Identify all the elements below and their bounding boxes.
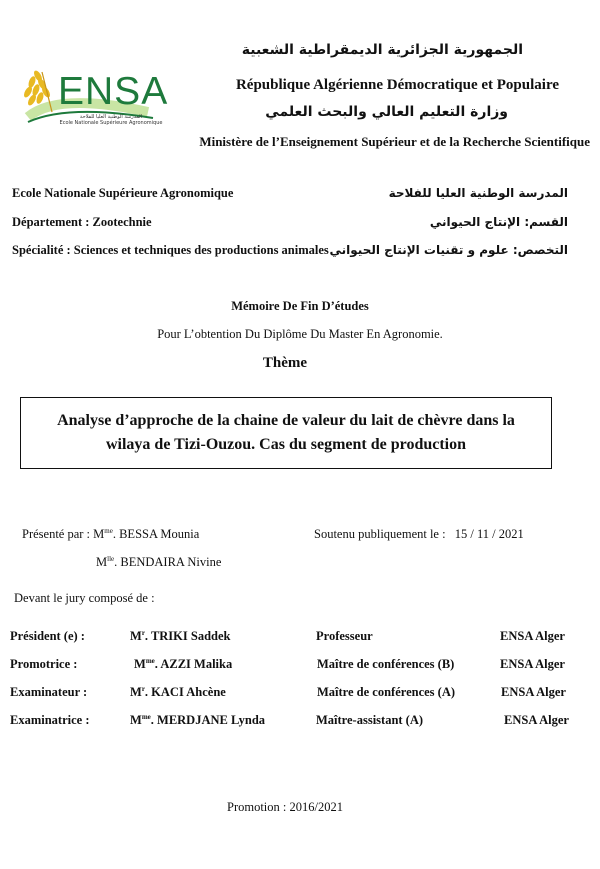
theme-label: Thème xyxy=(262,355,308,371)
jury-intro: Devant le jury composé de : xyxy=(14,591,155,605)
memoir-purpose: Pour L’obtention Du Diplôme Du Master En Agronomie. xyxy=(157,327,443,341)
student-1: . BESSA Mounia xyxy=(112,527,200,541)
jury-institution: ENSA Alger xyxy=(500,657,565,671)
student-2-line: $M^{lle}$. BENDAIRA Nivine xyxy=(96,554,222,569)
republic-french: République Algérienne Démocratique et Populaire xyxy=(235,77,559,93)
defense-date: 15 / 11 / 2021 xyxy=(454,527,524,541)
jury-row xyxy=(10,685,590,703)
jury-name: $M^r$. KACI Ahcène xyxy=(130,684,226,699)
promotion: Promotion : 2016/2021 xyxy=(227,800,343,814)
department-fr: Département : Zootechnie xyxy=(12,215,152,229)
ministry-french: Ministère de l’Enseignement Supérieur et de la Recherche Scientifique xyxy=(199,134,590,149)
jury-role: Président (e) : xyxy=(10,629,85,643)
jury-row xyxy=(10,657,590,675)
jury-role: Examinateur : xyxy=(10,685,88,699)
jury-row xyxy=(10,713,590,731)
logo-text: ENSA xyxy=(58,70,169,113)
ensa-logo xyxy=(18,62,169,132)
jury-name: $M^r$. TRIKI Saddek xyxy=(130,628,231,643)
memoir-title: Mémoire De Fin D’études xyxy=(231,299,369,313)
jury-role: Promotrice : xyxy=(10,657,78,671)
speciality-fr: Spécialité : Sciences et techniques des productions animales xyxy=(12,243,329,257)
theme-text: Analyse d’approche de la chaine de valeur du lait de chèvre dans la wilaya de Tizi-Ouzou. Cas du segment de production xyxy=(57,412,515,453)
defense-label: Soutenu publiquement le : xyxy=(314,527,446,541)
logo-subtitle: المدرسة الوطنية العليا للفلاحة Ecole Nationale Supérieure Agronomique xyxy=(59,114,163,126)
jury-grade: Maître-assistant (A) xyxy=(316,713,424,727)
jury-institution: ENSA Alger xyxy=(500,629,565,643)
presented-by: Présenté par : $M^{me}$. BESSA Mounia xyxy=(22,526,200,541)
defense-date-line xyxy=(314,527,524,542)
school-name-ar: المدرسة الوطنية العليا للفلاحة xyxy=(388,186,568,200)
jury-name: $M^{me}$. MERDJANE Lynda xyxy=(130,712,266,727)
jury-row xyxy=(10,629,590,647)
jury-institution: ENSA Alger xyxy=(504,713,569,727)
republic-arabic: الجمهورية الجزائرية الديمقراطية الشعبية xyxy=(241,42,523,58)
department-ar: القسم: الإنتاج الحيواني xyxy=(429,215,568,229)
theme-box xyxy=(20,397,552,469)
jury-institution: ENSA Alger xyxy=(501,685,566,699)
school-name-fr: Ecole Nationale Supérieure Agronomique xyxy=(12,186,234,200)
student-2: . BENDAIRA Nivine xyxy=(114,555,222,569)
jury-role: Examinatrice : xyxy=(10,713,90,727)
jury-grade: Maître de conférences (B) xyxy=(317,657,455,671)
jury-name: $M^{me}$. AZZI Malika xyxy=(134,656,233,671)
speciality-ar: التخصص: علوم و تقنيات الإنتاج الحيواني xyxy=(329,243,568,257)
ministry-arabic: وزارة التعليم العالي والبحث العلمي xyxy=(265,104,508,120)
jury-grade: Maître de conférences (A) xyxy=(317,685,456,699)
jury-grade: Professeur xyxy=(316,629,373,643)
